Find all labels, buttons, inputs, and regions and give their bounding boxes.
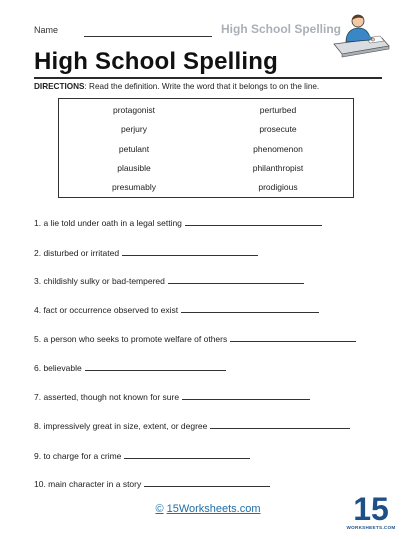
answer-line[interactable] — [185, 224, 322, 226]
question-8 — [34, 421, 350, 431]
word-bank-item: philanthropist — [252, 163, 304, 173]
question-text: 2. disturbed or irritated — [34, 248, 120, 258]
question-text: 3. childishly sulky or bad-tempered — [34, 276, 165, 286]
answer-line[interactable] — [168, 282, 304, 284]
series-title: High School Spelling — [221, 22, 341, 36]
question-text: 1. a lie told under oath in a legal setting — [34, 218, 182, 228]
question-2 — [34, 248, 258, 258]
word-bank-item: petulant — [118, 144, 150, 154]
question-text: 7. asserted, though not known for sure — [34, 392, 180, 402]
word-bank-item: phenomenon — [253, 144, 303, 154]
question-10 — [34, 479, 270, 489]
word-bank-item: prosecute — [259, 124, 297, 134]
answer-line[interactable] — [124, 457, 250, 459]
directions-text: : Read the definition. Write the word that it belongs to on the line. — [84, 82, 320, 91]
question-4 — [34, 305, 319, 315]
question-text: 6. believable — [34, 363, 82, 373]
answer-line[interactable] — [182, 398, 310, 400]
worksheets-logo — [346, 488, 396, 532]
answer-line[interactable] — [230, 340, 356, 342]
question-text: 9. to charge for a crime — [34, 451, 122, 461]
directions-label: DIRECTIONS — [34, 82, 85, 91]
answer-line[interactable] — [210, 427, 350, 429]
question-text: 10. main character in a story — [34, 479, 142, 489]
answer-line[interactable] — [85, 369, 226, 371]
word-bank-item: prodigious — [258, 182, 298, 192]
question-3 — [34, 276, 304, 286]
answer-line[interactable] — [122, 254, 258, 256]
site-name: 15Worksheets.com — [166, 503, 261, 515]
page-title: High School Spelling — [34, 48, 278, 75]
answer-line[interactable] — [181, 311, 319, 313]
name-label: Name — [34, 25, 59, 35]
logo-number: 15 — [353, 491, 389, 527]
question-9 — [34, 451, 250, 461]
title-rule — [34, 77, 382, 79]
name-line[interactable] — [84, 36, 212, 37]
question-7 — [34, 392, 310, 402]
word-bank — [58, 98, 354, 198]
word-bank-item: perturbed — [259, 105, 297, 115]
question-text: 8. impressively great in size, extent, or degree — [34, 421, 208, 431]
answer-line[interactable] — [144, 485, 270, 487]
word-bank-item: plausible — [117, 163, 151, 173]
word-bank-item: presumably — [112, 182, 156, 192]
logo-caption: WORKSHEETS.COM — [346, 525, 396, 530]
student-writing-illustration — [332, 8, 390, 58]
word-bank-item: perjury — [121, 124, 147, 134]
question-text: 4. fact or occurrence observed to exist — [34, 305, 179, 315]
question-1 — [34, 218, 322, 228]
question-6 — [34, 363, 226, 373]
copyright-symbol: © — [155, 503, 164, 515]
word-bank-item: protagonist — [112, 105, 156, 115]
question-text: 5. a person who seeks to promote welfare of others — [34, 334, 228, 344]
directions — [34, 82, 319, 91]
question-5 — [34, 334, 356, 344]
